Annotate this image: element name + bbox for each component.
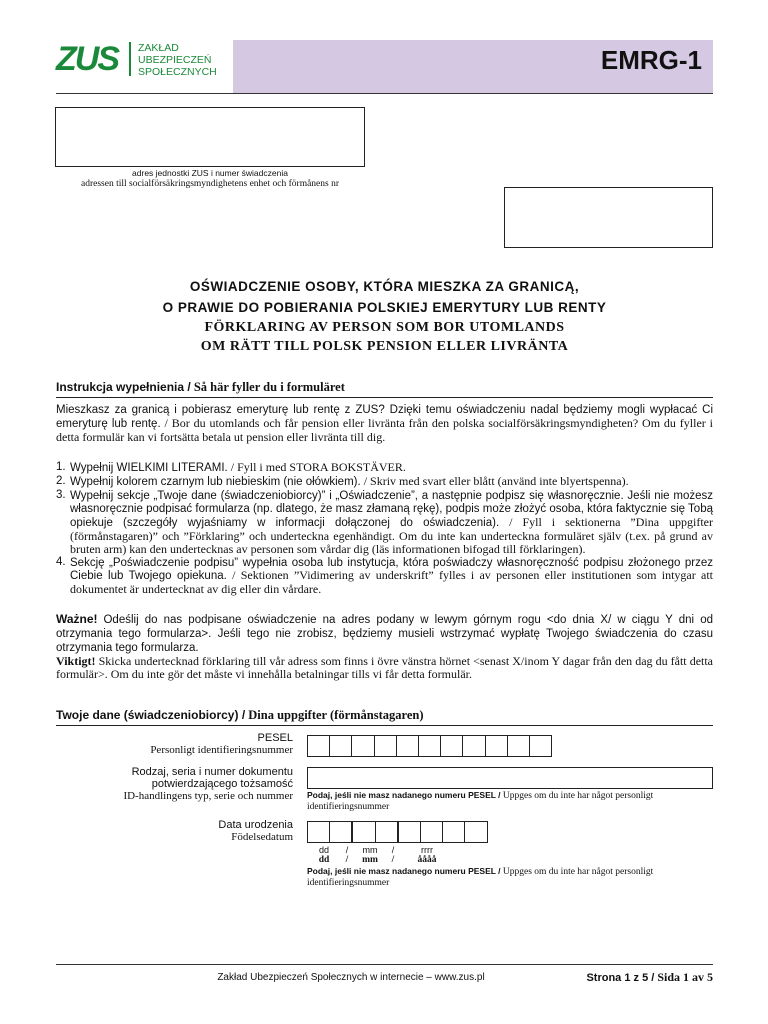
important-sv: Viktigt! Skicka undertecknad förklaring till vår adress som finns i övre vänstra hörnet <senast X/inom Y dagar från den dag du fått detta formulär>. Om du inte gör det måste vi innehålla betalningar tills vi får detta formulär. (56, 654, 714, 681)
birth-month-cell[interactable] (375, 821, 398, 843)
birth-date-label: Data urodzenia Födelsedatum (218, 819, 293, 843)
address-label-pl: adres jednostki ZUS i numer świadczenia (132, 168, 288, 178)
header-divider (56, 93, 713, 94)
birth-month-cell[interactable] (352, 821, 375, 843)
footer-website: Zakład Ubezpieczeń Społecznych w internecie – www.zus.pl (217, 972, 485, 983)
birth-date-hint: Podaj, jeśli nie masz nadanego numeru PESEL / Uppges om du inte har något personligt identifieringsnummer (307, 866, 654, 888)
reference-field[interactable] (504, 187, 713, 248)
birth-year-cell[interactable] (442, 821, 465, 843)
list-item: 3. Wypełnij sekcje „Twoje dane (świadczeniobiorcy)” i „Oświadczenie”, a następnie podpisz się własnoręcznie. Jeśli nie możesz własnoręcznie podpisać formularza (np. dlatego, że masz złamaną rękę), podpis może złożyć osoba, która faktycznie się Tobą opiekuje (szczegóły wyjaśniamy w informacji dołączonej do oświadczenia). / Fyll i sektionerna ”Dina uppgifter (förmånstagaren)” och ”Förklaring” och underteckna egenhändigt. Om du inte kan underteckna formuläret själv (t.ex. på grund av bruten arm) kan den undertecknas av personen som vårdar dig (läs informationen bifogad till förklaringen). (56, 488, 714, 556)
pesel-digit-cell[interactable] (374, 735, 397, 757)
birth-date-input[interactable] (307, 821, 487, 843)
birth-date-format-pl: dd / mm / rrrr (318, 845, 433, 855)
pesel-digit-cell[interactable] (351, 735, 374, 757)
pesel-digit-cell[interactable] (440, 735, 463, 757)
zus-logo (56, 40, 236, 80)
instructions-intro: Mieszkasz za granicą i pobierasz emeryturę lub rentę z ZUS? Dzięki temu oświadczeniu nadal będziemy mogli wypłacać Ci emeryturę lub rentę. / Bor du utomlands och får pension eller livränta från den polska socialförsäkringsmyndigheten? Om du fyller i detta formulär kan vi fortsätta betala ut pension eller livränta till dig. (56, 404, 713, 444)
pesel-digit-cell[interactable] (396, 735, 419, 757)
birth-day-cell[interactable] (329, 821, 352, 843)
title-pl-line2: O PRAWIE DO POBIERANIA POLSKIEJ EMERYTURY LUB RENTY (162, 300, 607, 315)
address-label-sv: adressen till socialförsäkringsmyndighetens enhet och förmånens nr (80, 179, 339, 189)
important-pl: Ważne! Odeślij do nas podpisane oświadczenie na adres podany w lewym górnym rogu <do dnia X/ w ciągu Y dni od otrzymania tego formularza>. Jeśli tego nie zrobisz, będziemy musieli wstrzymać wypłatę Twojego świadczenia do czasu otrzymania tego formularza. (56, 612, 714, 654)
address-field[interactable] (55, 107, 365, 167)
birth-day-cell[interactable] (307, 821, 330, 843)
pesel-digit-cell[interactable] (329, 735, 352, 757)
logo-mark: ZUS (56, 40, 118, 78)
instructions-heading: Instrukcja wypełnienia / Så här fyller du i formuläret (56, 379, 713, 398)
logo-divider (129, 42, 131, 76)
title-pl-line1: OŚWIADCZENIE OSOBY, KTÓRA MIESZKA ZA GRANICĄ, (189, 279, 580, 294)
document-hint: Podaj, jeśli nie masz nadanego numeru PESEL / Uppges om du inte har något personligt identifieringsnummer (307, 790, 654, 812)
pesel-digit-cell[interactable] (418, 735, 441, 757)
instructions-list (56, 461, 713, 596)
title-sv-line1: FÖRKLARING AV PERSON SOM BOR UTOMLANDS (204, 320, 565, 335)
page-number: Strona 1 z 5 / Sida 1 av 5 (586, 970, 713, 984)
title-sv-line2: OM RÄTT TILL POLSK PENSION ELLER LIVRÄNTA (200, 339, 569, 354)
list-item: 1. Wypełnij WIELKIMI LITERAMI. / Fyll i med STORA BOKSTÄVER. (56, 460, 406, 474)
pesel-digit-cell[interactable] (507, 735, 530, 757)
pesel-digit-cell[interactable] (529, 735, 552, 757)
document-label: Rodzaj, seria i numer dokumentu potwierdzającego tożsamość ID-handlingens typ, serie och nummer (123, 766, 293, 802)
logo-text: ZAKŁAD UBEZPIECZEŃ SPOŁECZNYCH (138, 42, 217, 78)
birth-year-cell[interactable] (398, 821, 421, 843)
birth-year-cell[interactable] (420, 821, 443, 843)
form-code: EMRG-1 (600, 45, 702, 75)
pesel-digit-cell[interactable] (307, 735, 330, 757)
list-item: 2. Wypełnij kolorem czarnym lub niebieskim (nie ołówkiem). / Skriv med svart eller blått (använd inte blyertspenna). (56, 473, 629, 488)
pesel-digit-cell[interactable] (485, 735, 508, 757)
document-input[interactable] (307, 767, 713, 789)
footer-divider (56, 964, 713, 965)
birth-date-format-sv: dd / mm / åååå (318, 855, 437, 865)
birth-year-cell[interactable] (464, 821, 487, 843)
list-item: 4. Sekcję „Poświadczenie podpisu” wypełnia osoba lub instytucja, która poświadczy własnoręczność podpisu złożonego przez Ciebie lub Twojego opiekuna. / Sektionen ”Vidimering av underskrift” fylles i av personen eller institutionen som intygar att dokumentet är undertecknat av dig eller din vårdare. (56, 555, 713, 597)
pesel-input[interactable] (307, 735, 551, 757)
pesel-digit-cell[interactable] (462, 735, 485, 757)
personal-data-heading: Twoje dane (świadczeniobiorcy) / Dina uppgifter (förmånstagaren) (56, 707, 713, 726)
important-notice (56, 613, 713, 681)
pesel-label: PESEL Personligt identifieringsnummer (150, 732, 293, 756)
